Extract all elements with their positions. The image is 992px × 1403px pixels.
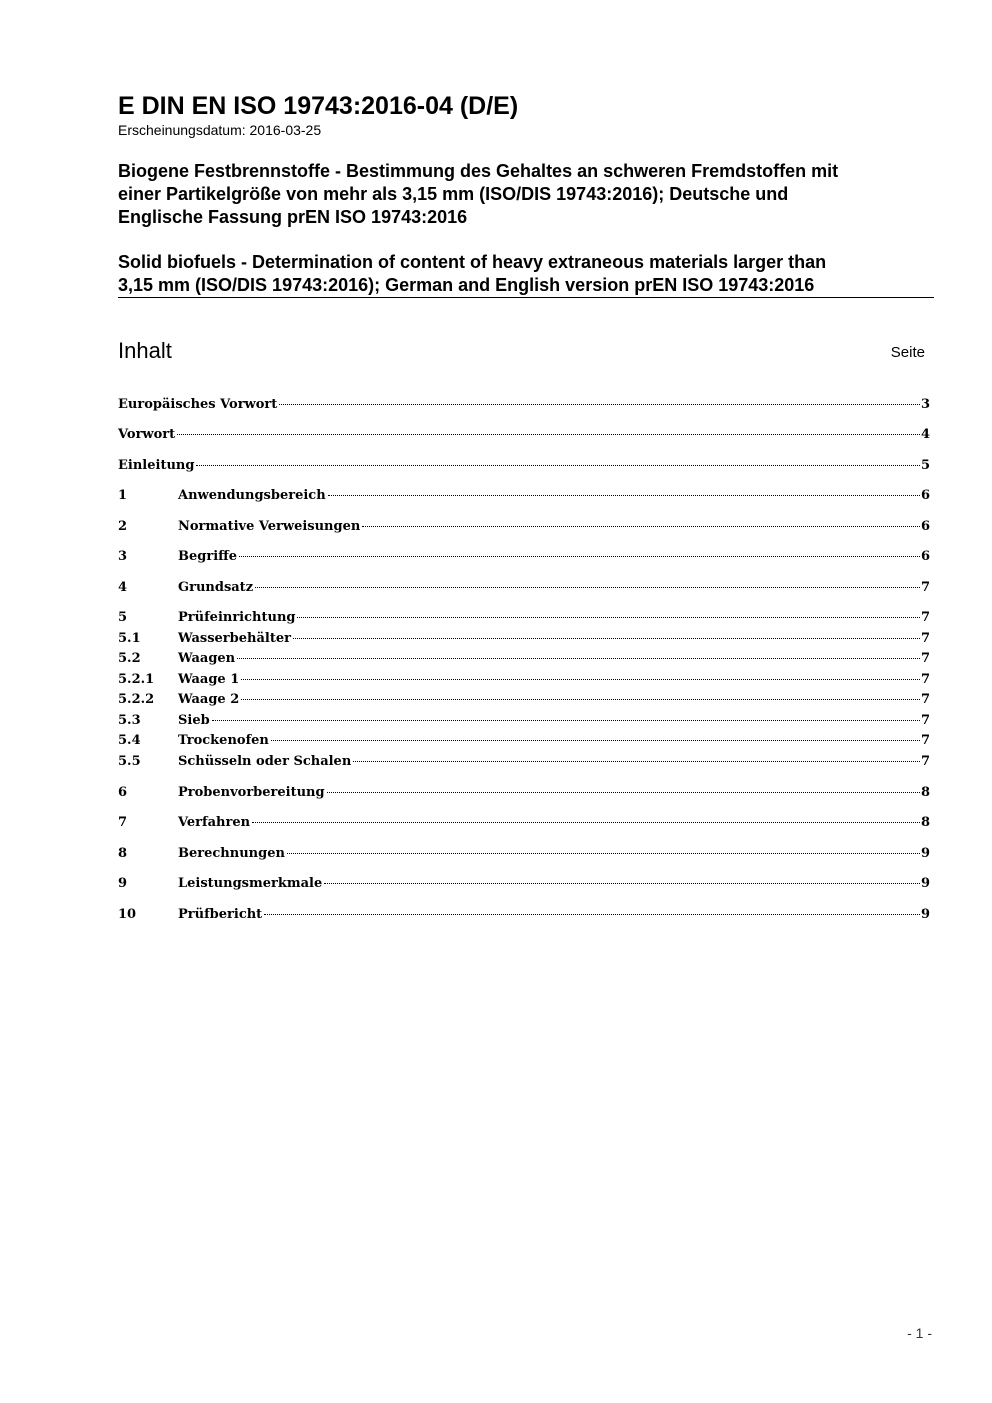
toc-entry-page: 7	[920, 754, 930, 769]
toc-dot-leader	[212, 720, 920, 721]
toc-entry-page: 7	[920, 692, 930, 707]
toc-dot-leader	[297, 617, 919, 618]
toc-dot-leader	[237, 658, 920, 659]
toc-entry-page: 7	[920, 651, 930, 666]
toc-entry-title: Grundsatz	[178, 580, 254, 595]
german-title-line: Englische Fassung prEN ISO 19743:2016	[118, 207, 468, 227]
toc-dot-leader	[241, 699, 920, 700]
toc-entry-title: Waagen	[178, 651, 236, 666]
toc-dot-leader	[327, 792, 920, 793]
toc-entry-title: Einleitung	[118, 458, 195, 473]
toc-entry[interactable]	[118, 457, 930, 475]
toc-entry-title: Europäisches Vorwort	[118, 397, 278, 412]
toc-entry-title: Vorwort	[118, 427, 176, 442]
toc-entry-title: Sieb	[178, 713, 210, 728]
toc-entry-page: 8	[920, 815, 930, 830]
toc-entry-title: Prüfbericht	[178, 907, 263, 922]
english-title-line: 3,15 mm (ISO/DIS 19743:2016); German and English version prEN ISO 19743:2016	[118, 275, 815, 295]
toc-dot-leader	[196, 465, 920, 466]
toc-dot-leader	[328, 495, 920, 496]
toc-entry-page: 6	[920, 549, 930, 564]
toc-entry-number: 9	[118, 876, 128, 891]
toc-entry-title: Anwendungsbereich	[178, 488, 326, 503]
toc-entry[interactable]	[118, 753, 930, 771]
toc-entry-number: 3	[118, 549, 128, 564]
toc-entry-title: Normative Verweisungen	[178, 519, 361, 534]
toc-entry-title: Trockenofen	[178, 733, 269, 748]
toc-dot-leader	[353, 761, 920, 762]
toc-entry-page: 7	[920, 713, 930, 728]
toc-entry-number: 5.2.1	[118, 672, 155, 687]
toc-entry-title: Wasserbehälter	[178, 631, 291, 646]
toc-entry[interactable]	[118, 814, 930, 832]
toc-entry[interactable]	[118, 396, 930, 414]
toc-entry-page: 7	[920, 733, 930, 748]
toc-entry-title: Prüfeinrichtung	[178, 610, 296, 625]
page-number: - 1 -	[907, 1325, 932, 1341]
toc-entry-page: 9	[920, 846, 930, 861]
toc-entry-number: 5.5	[118, 754, 141, 769]
toc-entry-page: 6	[920, 488, 930, 503]
toc-entry-number: 5.3	[118, 713, 141, 728]
german-title-line: Biogene Festbrennstoffe - Bestimmung des Gehaltes an schweren Fremdstoffen mit	[118, 161, 839, 181]
toc-entry-page: 7	[920, 631, 930, 646]
toc-entry-number: 5.2.2	[118, 692, 155, 707]
toc-entry-number: 5.2	[118, 651, 141, 666]
toc-dot-leader	[255, 587, 920, 588]
toc-entry-title: Verfahren	[178, 815, 251, 830]
table-of-contents	[118, 0, 930, 1403]
toc-entry-title: Waage 2	[178, 692, 240, 707]
toc-entry-page: 7	[920, 610, 930, 625]
toc-entry-page: 4	[920, 427, 930, 442]
english-title-line: Solid biofuels - Determination of content of heavy extraneous materials larger than	[118, 252, 827, 272]
toc-dot-leader	[324, 883, 920, 884]
toc-entry[interactable]	[118, 579, 930, 597]
toc-entry-title: Schüsseln oder Schalen	[178, 754, 352, 769]
toc-dot-leader	[287, 853, 920, 854]
toc-entry-title: Leistungsmerkmale	[178, 876, 323, 891]
toc-dot-leader	[239, 556, 920, 557]
toc-entry[interactable]	[118, 426, 930, 444]
toc-entry-number: 5	[118, 610, 128, 625]
toc-heading: Inhalt	[118, 338, 172, 363]
toc-entry-page: 8	[920, 785, 930, 800]
toc-entry-number: 10	[118, 907, 137, 922]
toc-entry-title: Begriffe	[178, 549, 238, 564]
toc-dot-leader	[177, 434, 920, 435]
toc-entry-number: 4	[118, 580, 128, 595]
document-id: E DIN EN ISO 19743:2016-04 (D/E)	[118, 92, 519, 120]
publication-date: Erscheinungsdatum: 2016-03-25	[118, 122, 322, 138]
toc-entry-title: Berechnungen	[178, 846, 285, 861]
toc-entry-number: 1	[118, 488, 128, 503]
toc-entry-number: 5.1	[118, 631, 141, 646]
toc-entry-page: 9	[920, 907, 930, 922]
toc-entry-number: 6	[118, 785, 128, 800]
toc-entry[interactable]	[118, 845, 930, 863]
toc-entry[interactable]	[118, 487, 930, 505]
toc-dot-leader	[362, 526, 920, 527]
toc-entry-number: 5.4	[118, 733, 141, 748]
toc-entry-number: 7	[118, 815, 128, 830]
toc-entry-page: 5	[920, 458, 930, 473]
toc-entry[interactable]	[118, 732, 930, 750]
toc-dot-leader	[264, 914, 920, 915]
toc-entry[interactable]	[118, 875, 930, 893]
toc-entry-title: Probenvorbereitung	[178, 785, 325, 800]
toc-entry-number: 2	[118, 519, 128, 534]
toc-entry[interactable]	[118, 906, 930, 924]
toc-entry[interactable]	[118, 518, 930, 536]
toc-entry[interactable]	[118, 712, 930, 730]
toc-entry[interactable]	[118, 630, 930, 648]
toc-entry-page: 7	[920, 672, 930, 687]
toc-entry[interactable]	[118, 671, 930, 689]
toc-dot-leader	[279, 404, 920, 405]
toc-entry[interactable]	[118, 650, 930, 668]
toc-entry-page: 3	[920, 397, 930, 412]
toc-dot-leader	[252, 822, 920, 823]
toc-entry-page: 6	[920, 519, 930, 534]
toc-entry[interactable]	[118, 548, 930, 566]
toc-page-column-heading: Seite	[890, 344, 925, 361]
toc-entry[interactable]	[118, 784, 930, 802]
toc-entry-title: Waage 1	[178, 672, 240, 687]
toc-dot-leader	[293, 638, 920, 639]
toc-entry[interactable]	[118, 609, 930, 627]
toc-dot-leader	[271, 740, 920, 741]
toc-entry-number: 8	[118, 846, 128, 861]
toc-entry-page: 7	[920, 580, 930, 595]
toc-entry-page: 9	[920, 876, 930, 891]
german-title-line: einer Partikelgröße von mehr als 3,15 mm (ISO/DIS 19743:2016); Deutsche und	[118, 184, 789, 204]
toc-dot-leader	[241, 679, 920, 680]
toc-entry[interactable]	[118, 691, 930, 709]
